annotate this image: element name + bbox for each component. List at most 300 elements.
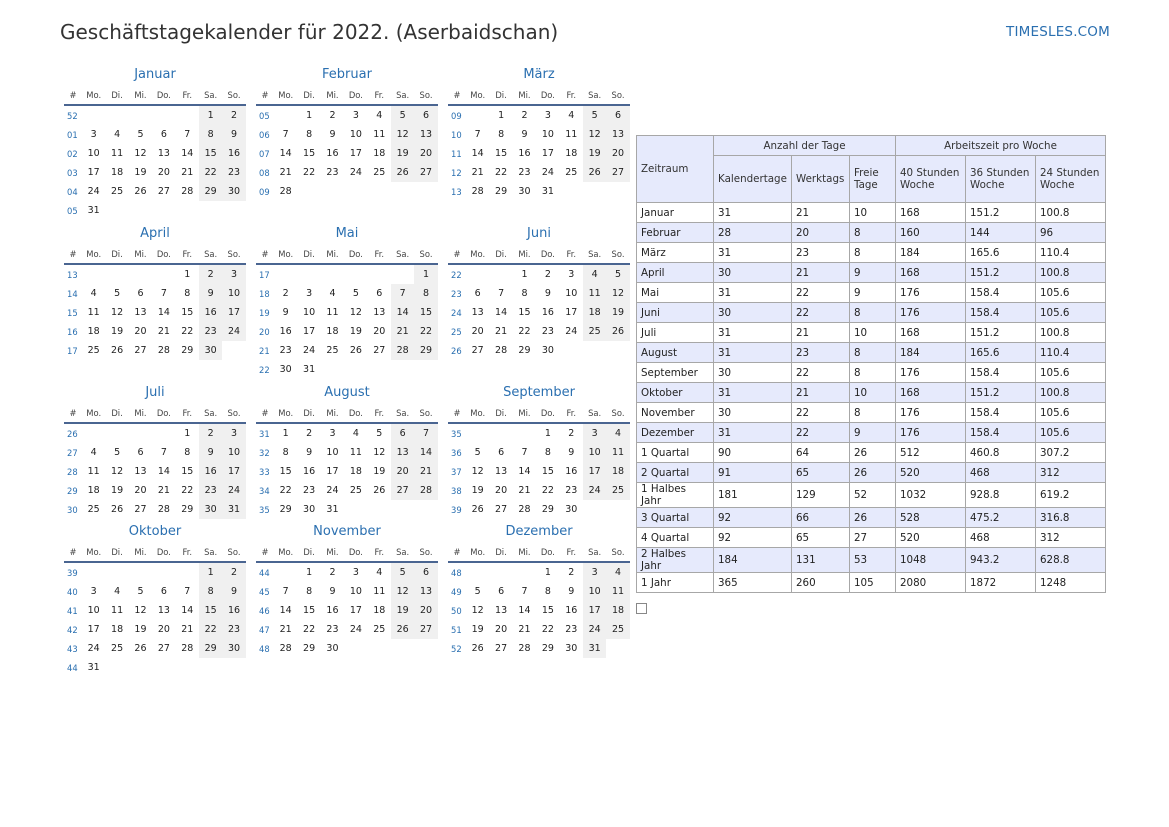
week-row bbox=[64, 125, 246, 144]
weekday-label: # bbox=[261, 546, 269, 557]
value-cell: 31 bbox=[714, 343, 792, 363]
weekday-header bbox=[448, 244, 630, 265]
day-cell: 14 bbox=[279, 148, 292, 159]
week-row bbox=[448, 639, 630, 658]
day-cell: 5 bbox=[391, 106, 414, 125]
day-cell: 5 bbox=[137, 129, 144, 140]
value-cell: 312 bbox=[1036, 463, 1106, 483]
day-cell: 12 bbox=[111, 307, 124, 318]
week-row bbox=[64, 265, 246, 284]
day-cell: 28 bbox=[495, 345, 508, 356]
page-title: Geschäftstagekalender für 2022. (Aserbaidschan) bbox=[60, 20, 559, 44]
day-cell: 22 bbox=[495, 167, 508, 178]
weekday-label: Fr. bbox=[566, 248, 577, 259]
period-cell: November bbox=[637, 403, 714, 423]
week-row bbox=[64, 462, 246, 481]
value-cell: 31 bbox=[714, 423, 792, 443]
day-cell: 11 bbox=[111, 605, 124, 616]
month-title: Dezember bbox=[505, 524, 573, 539]
week-row bbox=[448, 265, 630, 284]
day-cell: 26 bbox=[111, 504, 124, 515]
day-cell: 19 bbox=[391, 144, 414, 163]
day-cell: 22 bbox=[414, 322, 437, 341]
day-cell: 17 bbox=[222, 303, 245, 322]
day-cell: 14 bbox=[518, 605, 531, 616]
day-cell: 17 bbox=[303, 326, 316, 337]
value-cell: 176 bbox=[896, 423, 966, 443]
week-number: 48 bbox=[451, 567, 462, 578]
day-cell bbox=[297, 182, 320, 201]
weekday-label: Mi. bbox=[518, 546, 531, 557]
weekday-label: Mo. bbox=[278, 248, 294, 259]
day-cell: 9 bbox=[568, 586, 575, 597]
week-row bbox=[64, 322, 246, 341]
day-cell: 7 bbox=[160, 447, 167, 458]
value-cell: 151.2 bbox=[966, 203, 1036, 223]
day-cell: 3 bbox=[352, 110, 359, 121]
day-cell: 22 bbox=[541, 624, 554, 635]
day-cell: 7 bbox=[282, 586, 289, 597]
day-cell: 6 bbox=[391, 424, 414, 443]
week-number: 21 bbox=[259, 345, 270, 356]
day-cell: 8 bbox=[521, 288, 528, 299]
day-cell: 31 bbox=[583, 639, 606, 658]
table-row bbox=[637, 508, 1106, 528]
day-cell: 10 bbox=[349, 586, 362, 597]
value-cell: 160 bbox=[896, 223, 966, 243]
value-cell: 100.8 bbox=[1036, 383, 1106, 403]
day-cell: 5 bbox=[583, 106, 606, 125]
value-cell: 168 bbox=[896, 203, 966, 223]
week-number: 41 bbox=[67, 605, 78, 616]
weekday-label: Mi. bbox=[326, 546, 339, 557]
week-row bbox=[448, 481, 630, 500]
day-cell: 31 bbox=[326, 504, 339, 515]
day-cell: 20 bbox=[134, 485, 147, 496]
week-row bbox=[448, 106, 630, 125]
day-cell: 10 bbox=[565, 288, 578, 299]
day-cell: 22 bbox=[199, 163, 222, 182]
day-cell: 11 bbox=[606, 582, 629, 601]
day-cell bbox=[199, 201, 222, 220]
day-cell: 23 bbox=[326, 624, 339, 635]
day-cell: 30 bbox=[326, 643, 339, 654]
week-row bbox=[256, 481, 438, 500]
week-row bbox=[448, 500, 630, 519]
day-cell: 28 bbox=[279, 643, 292, 654]
day-cell: 8 bbox=[306, 586, 313, 597]
weekday-label: Mi. bbox=[518, 89, 531, 100]
day-cell: 26 bbox=[349, 345, 362, 356]
day-cell: 22 bbox=[518, 326, 531, 337]
week-number: 09 bbox=[451, 110, 462, 121]
day-cell: 20 bbox=[391, 462, 414, 481]
day-cell: 20 bbox=[495, 485, 508, 496]
day-cell: 6 bbox=[137, 288, 144, 299]
weekday-label: Mi. bbox=[134, 407, 147, 418]
day-cell bbox=[583, 182, 606, 201]
day-cell bbox=[368, 500, 391, 519]
day-cell: 4 bbox=[376, 110, 383, 121]
weekday-label: Sa. bbox=[588, 407, 602, 418]
day-cell: 20 bbox=[471, 326, 484, 337]
week-row bbox=[64, 144, 246, 163]
day-cell: 6 bbox=[376, 288, 383, 299]
day-cell: 18 bbox=[373, 148, 386, 159]
value-cell: 943.2 bbox=[966, 548, 1036, 573]
week-number: 26 bbox=[67, 428, 78, 439]
value-cell: 22 bbox=[792, 403, 850, 423]
weekday-label: Mo. bbox=[470, 407, 486, 418]
week-row bbox=[448, 303, 630, 322]
value-cell: 22 bbox=[792, 363, 850, 383]
day-cell: 9 bbox=[222, 125, 245, 144]
weekday-label: Sa. bbox=[396, 546, 410, 557]
day-cell: 7 bbox=[474, 129, 481, 140]
checkbox[interactable] bbox=[636, 603, 647, 614]
month-title: Oktober bbox=[128, 524, 182, 539]
day-cell: 17 bbox=[87, 167, 100, 178]
day-cell bbox=[344, 500, 367, 519]
day-cell bbox=[152, 201, 175, 220]
week-number: 27 bbox=[67, 447, 78, 458]
week-number: 05 bbox=[259, 110, 270, 121]
day-cell: 10 bbox=[349, 129, 362, 140]
week-row bbox=[64, 601, 246, 620]
day-cell bbox=[105, 106, 128, 125]
day-cell: 12 bbox=[391, 582, 414, 601]
weekday-label: Mi. bbox=[326, 248, 339, 259]
day-cell: 25 bbox=[373, 624, 386, 635]
day-cell: 27 bbox=[134, 504, 147, 515]
day-cell: 18 bbox=[111, 624, 124, 635]
week-number: 38 bbox=[451, 485, 462, 496]
day-cell: 13 bbox=[134, 307, 147, 318]
week-number: 03 bbox=[67, 167, 78, 178]
week-number: 08 bbox=[259, 167, 270, 178]
value-cell: 21 bbox=[792, 203, 850, 223]
weekday-label: Di. bbox=[495, 546, 507, 557]
value-cell: 26 bbox=[850, 508, 896, 528]
value-cell: 10 bbox=[850, 203, 896, 223]
weekday-label: # bbox=[453, 546, 461, 557]
value-cell: 28 bbox=[714, 223, 792, 243]
day-cell bbox=[152, 658, 175, 677]
week-number: 18 bbox=[259, 288, 270, 299]
day-cell: 11 bbox=[565, 129, 578, 140]
day-cell: 1 bbox=[306, 110, 313, 121]
table-row bbox=[637, 223, 1106, 243]
day-cell: 1 bbox=[199, 563, 222, 582]
week-row bbox=[448, 163, 630, 182]
week-number: 09 bbox=[259, 186, 270, 197]
day-cell: 1 bbox=[544, 567, 551, 578]
value-cell: 91 bbox=[714, 463, 792, 483]
value-cell: 520 bbox=[896, 463, 966, 483]
day-cell bbox=[321, 265, 344, 284]
week-number: 16 bbox=[67, 326, 78, 337]
value-cell: 1248 bbox=[1036, 573, 1106, 593]
day-cell: 13 bbox=[471, 307, 484, 318]
week-number: 52 bbox=[67, 110, 78, 121]
day-cell bbox=[414, 360, 437, 379]
day-cell: 4 bbox=[568, 110, 575, 121]
day-cell: 8 bbox=[282, 447, 289, 458]
day-cell bbox=[391, 360, 414, 379]
value-cell: 468 bbox=[966, 528, 1036, 548]
day-cell: 10 bbox=[583, 443, 606, 462]
value-cell: 31 bbox=[714, 283, 792, 303]
day-cell: 13 bbox=[157, 605, 170, 616]
weekday-label: So. bbox=[227, 248, 241, 259]
day-cell: 22 bbox=[199, 620, 222, 639]
day-cell: 2 bbox=[568, 428, 575, 439]
day-cell: 14 bbox=[279, 605, 292, 616]
week-row bbox=[256, 125, 438, 144]
day-cell: 14 bbox=[157, 307, 170, 318]
day-cell bbox=[297, 265, 320, 284]
day-cell: 29 bbox=[303, 643, 316, 654]
week-row bbox=[448, 582, 630, 601]
day-cell: 9 bbox=[544, 288, 551, 299]
weekday-label: # bbox=[453, 89, 461, 100]
day-cell: 18 bbox=[606, 462, 629, 481]
period-cell: 3 Quartal bbox=[637, 508, 714, 528]
month-calendar bbox=[256, 223, 438, 379]
day-cell: 16 bbox=[326, 605, 339, 616]
week-row bbox=[448, 424, 630, 443]
day-cell: 13 bbox=[373, 307, 386, 318]
table-row bbox=[637, 303, 1106, 323]
day-cell: 25 bbox=[111, 643, 124, 654]
day-cell: 5 bbox=[474, 447, 481, 458]
week-number: 50 bbox=[451, 605, 462, 616]
weekday-label: Mo. bbox=[86, 407, 102, 418]
day-cell: 30 bbox=[565, 643, 578, 654]
day-cell: 28 bbox=[391, 341, 414, 360]
day-cell: 30 bbox=[279, 364, 292, 375]
day-cell: 28 bbox=[157, 345, 170, 356]
weekday-label: So. bbox=[611, 89, 625, 100]
day-cell: 19 bbox=[134, 624, 147, 635]
day-cell: 11 bbox=[326, 307, 339, 318]
day-cell: 8 bbox=[199, 125, 222, 144]
week-number: 22 bbox=[259, 364, 270, 375]
day-cell: 24 bbox=[87, 643, 100, 654]
weekday-header bbox=[256, 542, 438, 563]
day-cell: 24 bbox=[349, 624, 362, 635]
day-cell: 21 bbox=[181, 167, 194, 178]
day-cell: 30 bbox=[199, 341, 222, 360]
day-cell bbox=[606, 639, 629, 658]
value-cell: 176 bbox=[896, 403, 966, 423]
day-cell: 10 bbox=[541, 129, 554, 140]
day-cell: 31 bbox=[303, 364, 316, 375]
weekday-header bbox=[64, 403, 246, 424]
day-cell: 12 bbox=[606, 284, 629, 303]
value-cell: 53 bbox=[850, 548, 896, 573]
weekday-label: Mo. bbox=[278, 546, 294, 557]
weekday-label: Do. bbox=[156, 248, 171, 259]
weekday-label: Di. bbox=[111, 248, 123, 259]
weekday-label: Do. bbox=[348, 407, 363, 418]
period-cell: Juni bbox=[637, 303, 714, 323]
day-cell: 19 bbox=[606, 303, 629, 322]
month-calendar bbox=[64, 382, 246, 519]
week-number: 45 bbox=[259, 586, 270, 597]
week-number: 30 bbox=[67, 504, 78, 515]
value-cell: 30 bbox=[714, 263, 792, 283]
day-cell bbox=[82, 106, 105, 125]
month-title: März bbox=[523, 67, 555, 82]
day-cell bbox=[368, 639, 391, 658]
day-cell: 5 bbox=[114, 288, 121, 299]
day-cell bbox=[199, 658, 222, 677]
week-number: 39 bbox=[451, 504, 462, 515]
weekday-label: Di. bbox=[111, 89, 123, 100]
value-cell: 129 bbox=[792, 483, 850, 508]
value-cell: 27 bbox=[850, 528, 896, 548]
week-number: 06 bbox=[259, 129, 270, 140]
value-cell: 475.2 bbox=[966, 508, 1036, 528]
week-row bbox=[256, 601, 438, 620]
day-cell bbox=[152, 424, 175, 443]
weekday-label: Di. bbox=[111, 546, 123, 557]
week-row bbox=[256, 582, 438, 601]
month-calendar bbox=[256, 382, 438, 519]
day-cell: 22 bbox=[303, 624, 316, 635]
week-row bbox=[256, 360, 438, 379]
day-cell: 6 bbox=[414, 106, 437, 125]
week-row bbox=[64, 500, 246, 519]
table-row bbox=[637, 483, 1106, 508]
day-cell: 21 bbox=[279, 167, 292, 178]
table-row bbox=[637, 548, 1106, 573]
week-row bbox=[64, 341, 246, 360]
col-period-header: Zeitraum bbox=[637, 136, 714, 203]
value-cell: 105 bbox=[850, 573, 896, 593]
weekday-label: Di. bbox=[303, 89, 315, 100]
month-calendar bbox=[256, 64, 438, 201]
day-cell: 4 bbox=[114, 129, 121, 140]
value-cell: 105.6 bbox=[1036, 283, 1106, 303]
day-cell: 8 bbox=[306, 129, 313, 140]
day-cell: 26 bbox=[471, 504, 484, 515]
week-row bbox=[256, 106, 438, 125]
week-row bbox=[256, 182, 438, 201]
day-cell: 11 bbox=[87, 307, 100, 318]
period-cell: 4 Quartal bbox=[637, 528, 714, 548]
value-cell: 105.6 bbox=[1036, 363, 1106, 383]
day-cell: 5 bbox=[474, 586, 481, 597]
day-cell: 19 bbox=[471, 624, 484, 635]
weekday-label: So. bbox=[419, 89, 433, 100]
weekday-header bbox=[448, 85, 630, 106]
day-cell: 27 bbox=[157, 186, 170, 197]
table-row bbox=[637, 403, 1106, 423]
day-cell: 23 bbox=[326, 167, 339, 178]
value-cell: 22 bbox=[792, 303, 850, 323]
month-calendar bbox=[448, 64, 630, 201]
month-title: April bbox=[140, 226, 170, 241]
week-row bbox=[256, 424, 438, 443]
day-cell: 13 bbox=[134, 466, 147, 477]
day-cell: 1 bbox=[521, 269, 528, 280]
day-cell bbox=[513, 424, 536, 443]
day-cell: 10 bbox=[222, 284, 245, 303]
day-cell: 4 bbox=[606, 424, 629, 443]
week-number: 11 bbox=[451, 148, 462, 159]
week-number: 44 bbox=[259, 567, 270, 578]
week-row bbox=[64, 284, 246, 303]
value-cell: 9 bbox=[850, 263, 896, 283]
value-cell: 1032 bbox=[896, 483, 966, 508]
day-cell: 13 bbox=[391, 443, 414, 462]
day-cell: 30 bbox=[303, 504, 316, 515]
day-cell: 20 bbox=[134, 326, 147, 337]
weekday-label: Do. bbox=[348, 248, 363, 259]
day-cell: 23 bbox=[222, 620, 245, 639]
week-number: 36 bbox=[451, 447, 462, 458]
day-cell: 6 bbox=[137, 447, 144, 458]
day-cell bbox=[152, 563, 175, 582]
value-cell: 151.2 bbox=[966, 263, 1036, 283]
day-cell: 30 bbox=[222, 182, 245, 201]
day-cell bbox=[391, 500, 414, 519]
weekday-label: Do. bbox=[156, 89, 171, 100]
week-number: 34 bbox=[259, 485, 270, 496]
day-cell: 2 bbox=[199, 265, 222, 284]
day-cell: 21 bbox=[157, 485, 170, 496]
day-cell bbox=[368, 265, 391, 284]
weekday-label: Sa. bbox=[204, 407, 218, 418]
value-cell: 1048 bbox=[896, 548, 966, 573]
value-cell: 110.4 bbox=[1036, 243, 1106, 263]
day-cell: 29 bbox=[414, 341, 437, 360]
week-row bbox=[64, 303, 246, 322]
day-cell: 26 bbox=[391, 163, 414, 182]
brand-link[interactable]: TIMESLES.COM bbox=[1006, 24, 1110, 40]
day-cell: 27 bbox=[157, 643, 170, 654]
day-cell: 2 bbox=[306, 428, 313, 439]
day-cell bbox=[176, 658, 199, 677]
week-number: 12 bbox=[451, 167, 462, 178]
value-cell: 131 bbox=[792, 548, 850, 573]
week-row bbox=[256, 462, 438, 481]
weekday-label: Do. bbox=[156, 546, 171, 557]
day-cell: 29 bbox=[181, 345, 194, 356]
week-number: 01 bbox=[67, 129, 78, 140]
day-cell: 2 bbox=[222, 563, 245, 582]
day-cell: 27 bbox=[414, 163, 437, 182]
value-cell: 260 bbox=[792, 573, 850, 593]
day-cell: 12 bbox=[391, 125, 414, 144]
week-number: 47 bbox=[259, 624, 270, 635]
day-cell: 25 bbox=[583, 322, 606, 341]
day-cell: 15 bbox=[199, 601, 222, 620]
day-cell: 22 bbox=[181, 485, 194, 496]
week-number: 52 bbox=[451, 643, 462, 654]
value-cell: 520 bbox=[896, 528, 966, 548]
value-cell: 158.4 bbox=[966, 423, 1036, 443]
week-row bbox=[256, 144, 438, 163]
weekday-label: Fr. bbox=[566, 89, 577, 100]
day-cell: 11 bbox=[373, 129, 386, 140]
day-cell: 11 bbox=[606, 443, 629, 462]
value-cell: 176 bbox=[896, 283, 966, 303]
day-cell: 25 bbox=[111, 186, 124, 197]
week-number: 25 bbox=[451, 326, 462, 337]
